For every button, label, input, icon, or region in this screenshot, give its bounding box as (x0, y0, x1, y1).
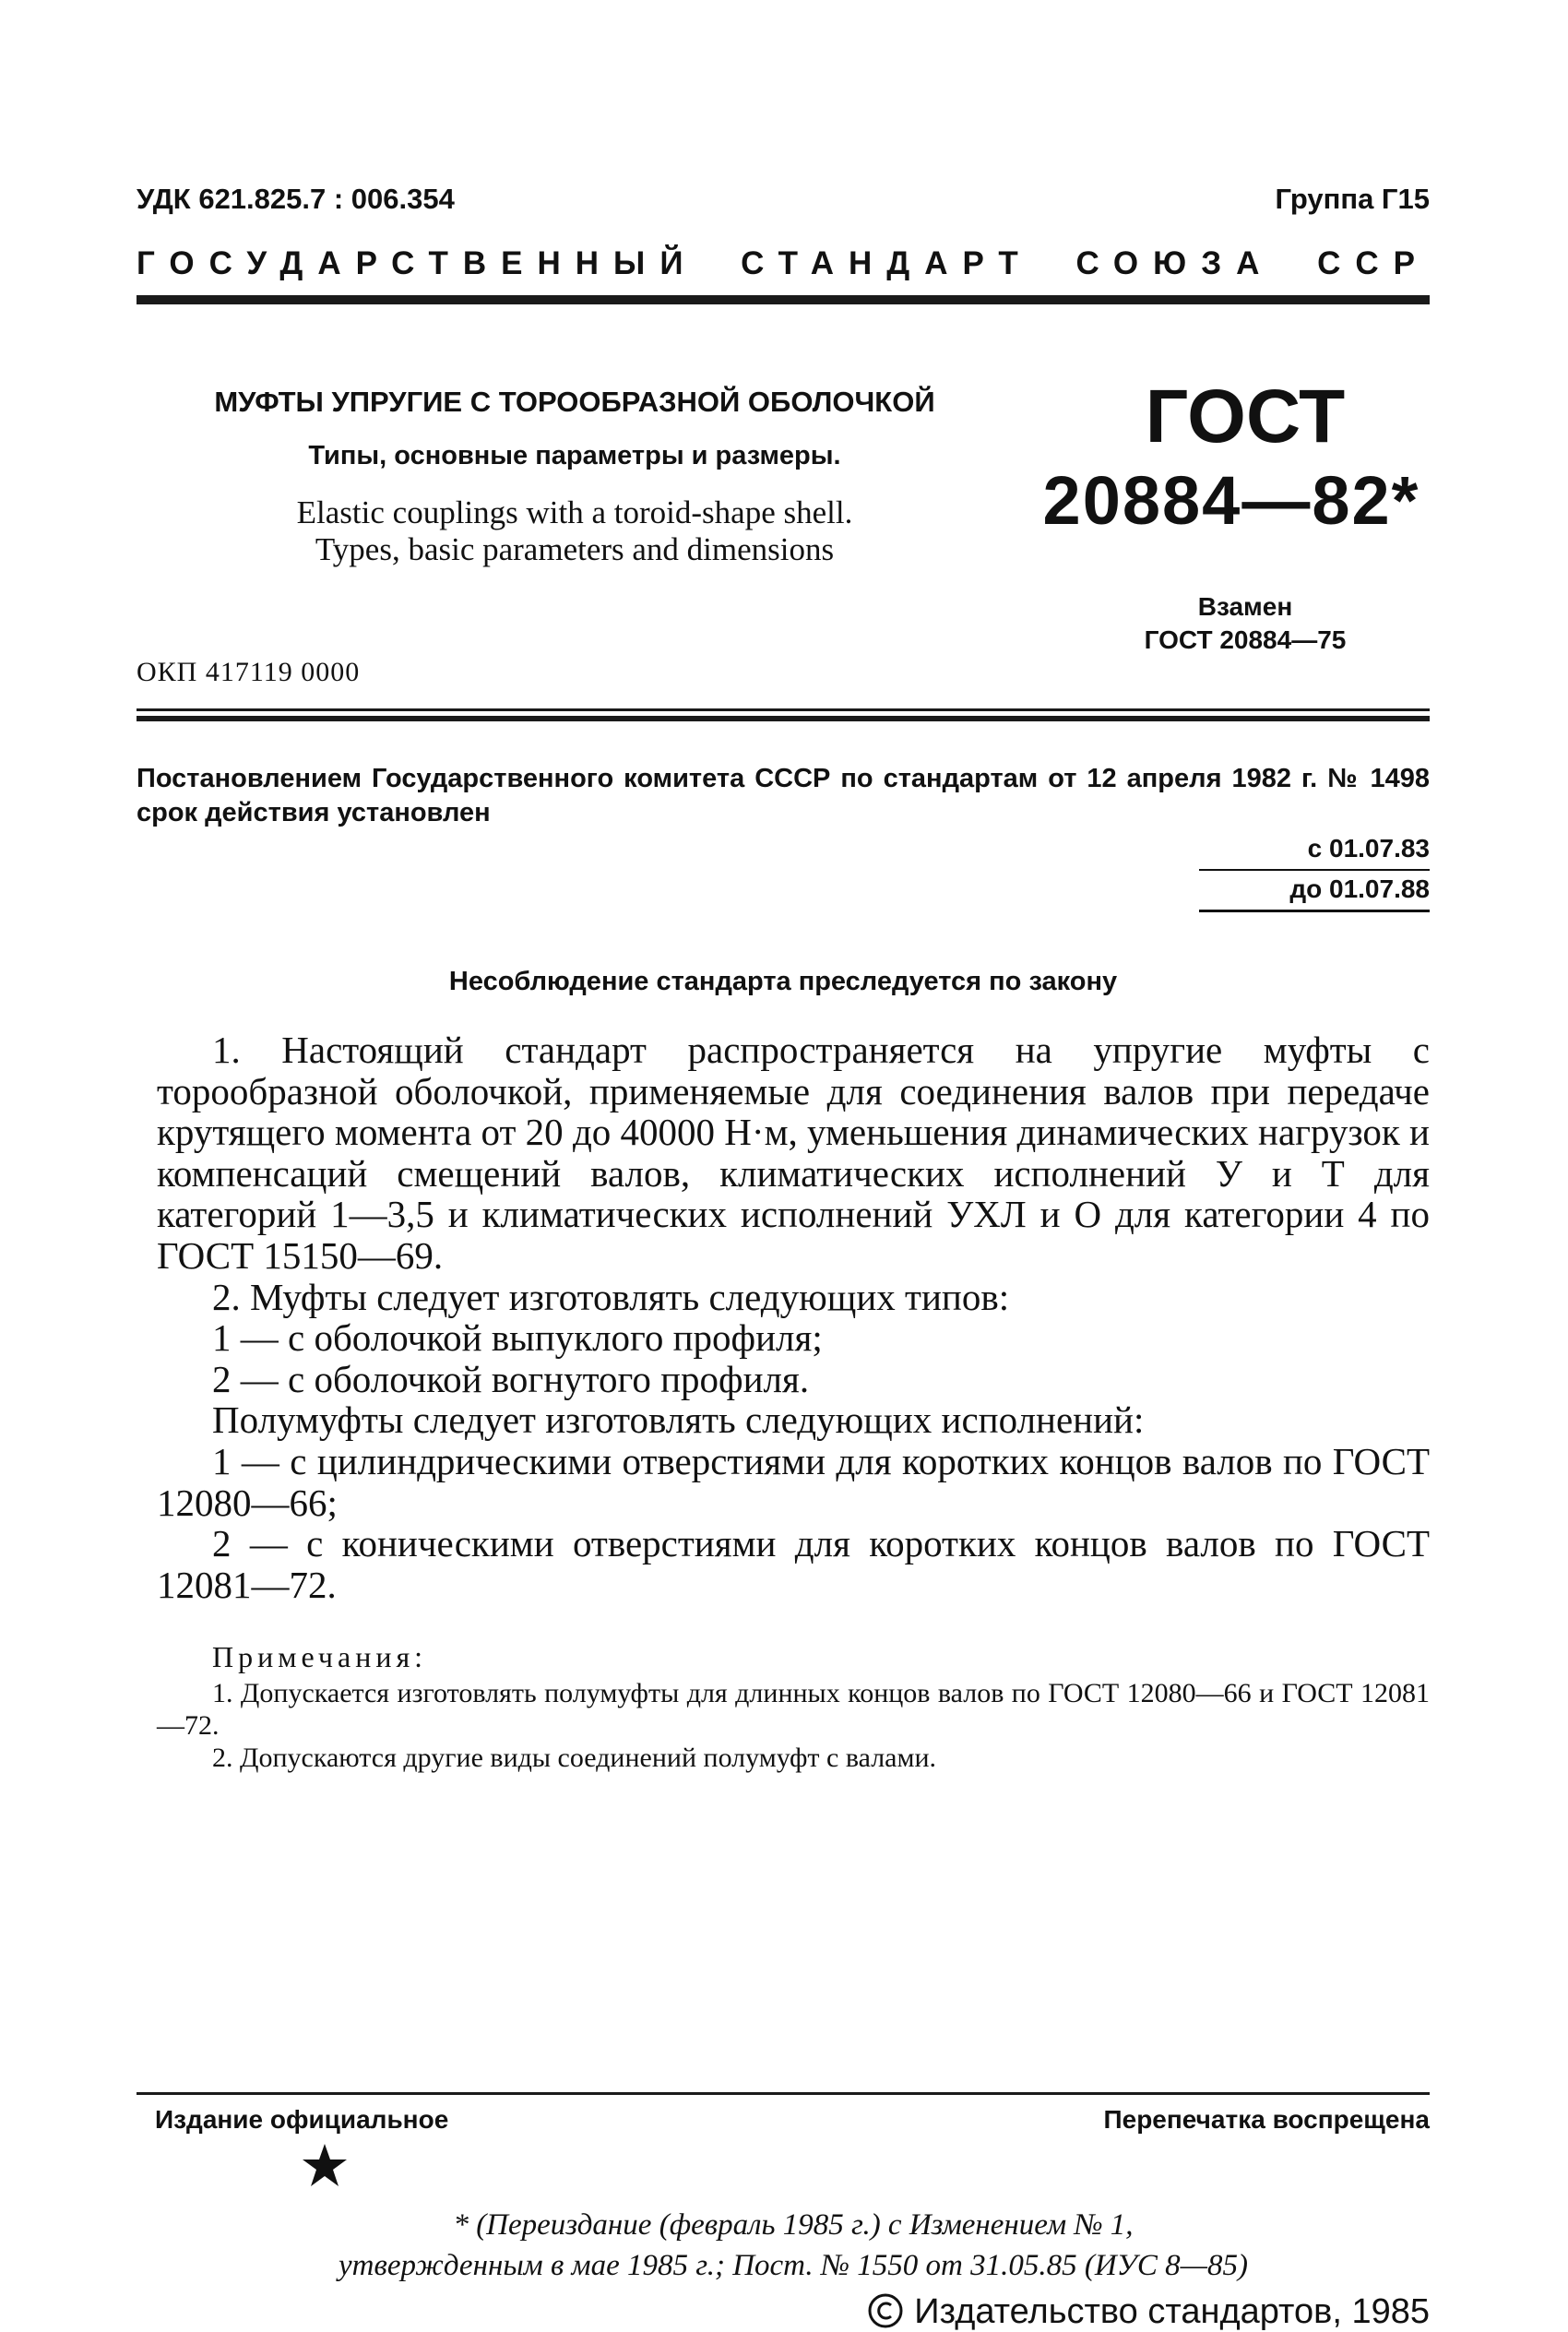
validity-dates (1199, 830, 1430, 912)
udk-code: УДК 621.825.7 : 006.354 (137, 183, 455, 215)
decree-text: Постановлением Государственного комитета СССР по стандартам от 12 апреля 1982 г. № 1498 срок действия установлен (137, 764, 1430, 827)
publisher-name: Издательство стандартов, 1985 (914, 2292, 1430, 2331)
replaces-label: Взамен (1197, 592, 1293, 621)
reprint-prohibited: Перепечатка воспрещена (1103, 2105, 1430, 2134)
body-list-item: 1 — с цилиндрическими отверстиями для коротких концов валов по ГОСТ 12080—66; (157, 1439, 1430, 1524)
gost-number: 20884—82* (1042, 462, 1420, 539)
body-paragraph: Полумуфты следует изготовлять следующих исполнений: (212, 1398, 1145, 1442)
banner-word: СТАНДАРТ (741, 245, 1033, 281)
publisher-line (868, 2292, 1430, 2332)
replaces-standard: ГОСТ 20884—75 (1144, 625, 1347, 654)
okp-code: ОКП 417119 0000 (137, 657, 361, 687)
subtitle-russian: Типы, основные параметры и размеры. (308, 441, 841, 470)
banner-word: ССР (1317, 245, 1430, 281)
title-russian: МУФТЫ УПРУГИЕ С ТОРООБРАЗНОЙ ОБОЛОЧКОЙ (214, 386, 935, 418)
body-list-item: 2 — с оболочкой вогнутого профиля. (212, 1357, 810, 1400)
section-divider (137, 716, 1430, 721)
banner-word: ГОСУДАРСТВЕННЫЙ (137, 245, 698, 281)
note-item: 2. Допускаются другие виды соединений полумуфт с валами. (212, 1743, 937, 1773)
header-divider (137, 295, 1430, 304)
star-icon (301, 2142, 349, 2190)
body-list-item: 2 — с коническими отверстиями для коротких концов валов по ГОСТ 12081—72. (157, 1522, 1430, 1606)
body-list-item: 1 — с оболочкой выпуклого профиля; (212, 1316, 823, 1360)
title-english-line: Elastic couplings with a toroid-shape shell. (296, 494, 853, 530)
gost-label: ГОСТ (1145, 375, 1346, 458)
group-code: Группа Г15 (1275, 183, 1430, 215)
footer-divider (137, 2092, 1430, 2095)
body-paragraph: 1. Настоящий стандарт распространяется на упругие муфты с торообразной оболочкой, применяемые для соединения валов при передаче крутящего момента от 20 до 40000 Н·м, уменьшения динамических нагрузок и компенсаций смещений валов, климатических исполнений У и Т для категорий 1—3,5 и климатических исполнений УХЛ и О для категории 4 по ГОСТ 15150—69. (157, 1029, 1430, 1277)
state-standard-banner (137, 245, 1430, 282)
body-paragraph: 2. Муфты следует изготовлять следующих типов: (212, 1275, 1010, 1318)
noncompliance-notice: Несоблюдение стандарта преследуется по закону (448, 967, 1118, 996)
notes-block (157, 1677, 1430, 1774)
official-edition: Издание официальное (155, 2105, 449, 2134)
notes-heading: Примечания: (212, 1640, 428, 1673)
standard-body (157, 1029, 1430, 1605)
reissue-line: * (Переиздание (февраль 1985 г.) с Изменением № 1, (453, 2208, 1134, 2242)
valid-from: с 01.07.83 (1199, 830, 1430, 871)
reissue-line: утвержденным в мае 1985 г.; Пост. № 1550 от 31.05.85 (ИУС 8—85) (339, 2249, 1248, 2282)
replaces-block (1061, 590, 1430, 657)
valid-to: до 01.07.88 (1199, 871, 1430, 912)
reissue-note (157, 2205, 1430, 2286)
note-item: 1. Допускается изготовлять полумуфты для длинных концов валов по ГОСТ 12080—66 и ГОСТ 12081—72. (157, 1678, 1430, 1741)
copyright-icon (868, 2293, 903, 2328)
banner-word: СОЮЗА (1075, 245, 1275, 281)
section-divider (137, 708, 1430, 711)
title-english-line: Types, basic parameters and dimensions (315, 531, 835, 567)
title-english (137, 494, 1013, 568)
